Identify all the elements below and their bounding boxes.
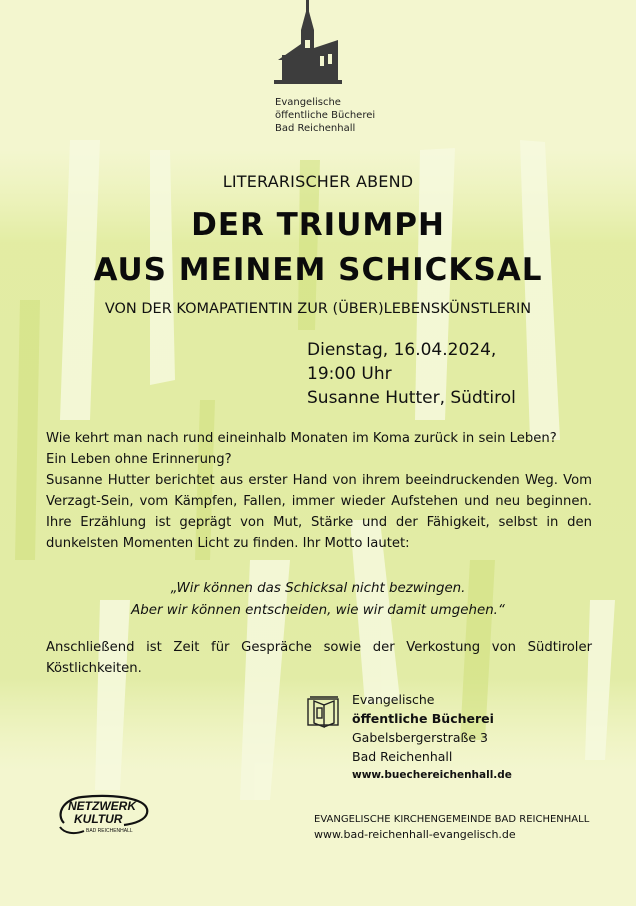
title-line-2: AUS MEINEM SCHICKSAL [93, 252, 543, 288]
quote-line-1: „Wir können das Schicksal nicht bezwingen. [170, 581, 466, 596]
library-url-link[interactable]: www.buechereichenhall.de [352, 769, 512, 781]
church-footer [314, 812, 589, 842]
closing-text [46, 637, 592, 679]
netzwerk-kultur-logo [54, 793, 154, 839]
title-line-1: DER TRIUMPH [191, 207, 445, 243]
subtitle: VON DER KOMAPATIENTIN ZUR (ÜBER)LEBENSKÜNSTLERIN [104, 301, 532, 317]
library-line1: Evangelische [352, 692, 435, 707]
header-logo-line1: Evangelische [275, 97, 341, 108]
library-city: Bad Reichenhall [352, 749, 453, 764]
body-paragraph: Susanne Hutter berichtet aus erster Hand von ihrem beeindruckenden Weg. Vom Verzagt-Sein, vom Kämpfen, Fallen, immer wieder Aufstehen und neu beginnen. Ihre Erzählung ist geprägt von Mut, Stärke und der Fähigkeit, selbst in den dunkelsten Momenten Licht zu finden. Ihr Motto lautet: [46, 473, 592, 551]
motto-quote [0, 578, 636, 622]
quote-line-2: Aber wir können entscheiden, wie wir damit umgehen.“ [131, 603, 505, 618]
closing-paragraph: Anschließend ist Zeit für Gespräche sowie der Verkostung von Südtiroler Köstlichkeiten. [46, 640, 592, 676]
netzwerk-word2: KULTUR [74, 812, 123, 826]
event-time: 19:00 Uhr [307, 364, 392, 384]
header-logo-line2: öffentliche Bücherei [275, 110, 376, 121]
church-name: EVANGELISCHE KIRCHENGEMEINDE BAD REICHENHALL [314, 814, 590, 825]
book-icon [306, 693, 342, 729]
church-logo-icon [268, 0, 358, 95]
header-logo-line3: Bad Reichenhall [275, 123, 356, 134]
event-speaker: Susanne Hutter, Südtirol [307, 388, 516, 408]
event-details [307, 338, 516, 410]
event-date: Dienstag, 16.04.2024, [307, 340, 497, 360]
netzwerk-sub: BAD REICHENHALL [86, 828, 133, 834]
event-kicker: LITERARISCHER ABEND [222, 172, 414, 191]
library-line2: öffentliche Bücherei [352, 711, 494, 726]
body-line-1: Wie kehrt man nach rund eineinhalb Monaten im Koma zurück in sein Leben? [46, 431, 557, 446]
body-line-2: Ein Leben ohne Erinnerung? [46, 452, 232, 467]
header-logo-text [275, 96, 375, 135]
netzwerk-word1: NETZWERK [68, 799, 136, 813]
library-street: Gabelsbergerstraße 3 [352, 730, 488, 745]
library-address [352, 690, 512, 785]
church-url-link[interactable]: www.bad-reichenhall-evangelisch.de [314, 828, 516, 841]
body-text [46, 428, 592, 554]
